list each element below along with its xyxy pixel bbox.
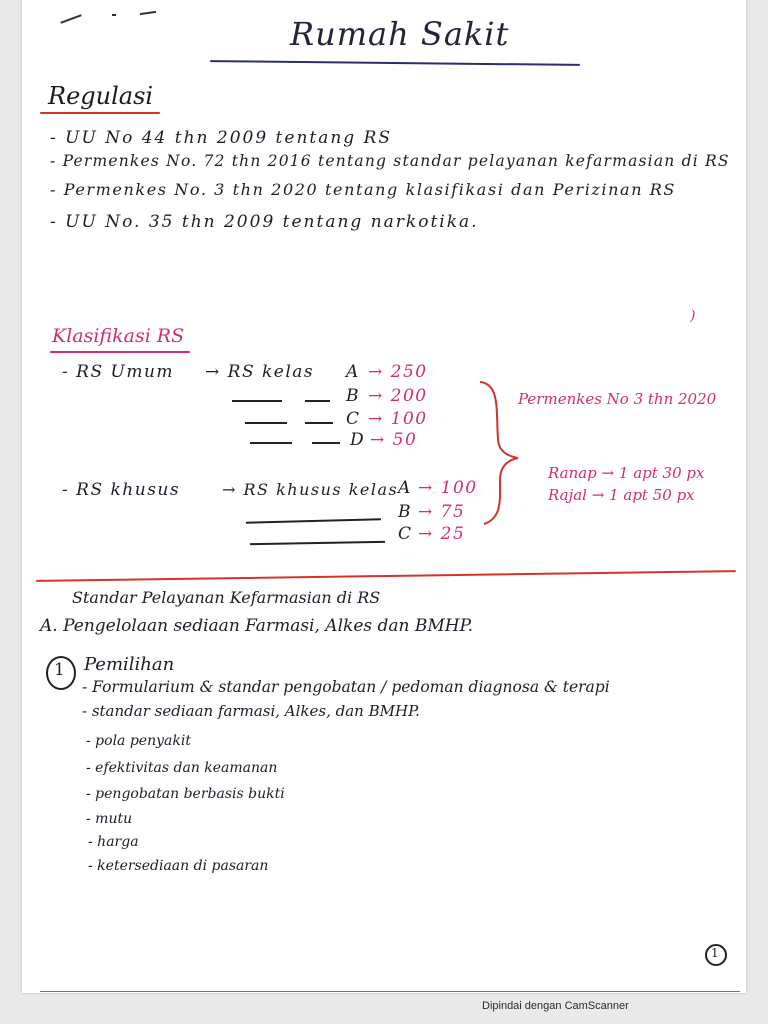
kelas-letter: C — [398, 524, 413, 544]
kelas-letter: C — [346, 409, 361, 429]
ditto-line — [312, 442, 340, 444]
kelas-value: → 100 — [418, 478, 478, 498]
kelas-value: → 75 — [418, 502, 466, 522]
ditto-line — [232, 400, 282, 402]
page-number: 1 — [711, 946, 719, 960]
klasifikasi-underline — [50, 351, 190, 353]
regulasi-item: - UU No 44 thn 2009 tentang RS — [50, 128, 393, 148]
regulasi-heading: Regulasi — [48, 82, 154, 110]
standar-item: - pengobatan berbasis bukti — [86, 786, 285, 802]
rs-umum-prefix: → RS kelas — [205, 362, 315, 382]
section-a: A. Pengelolaan sediaan Farmasi, Alkes dan BMHP. — [40, 616, 473, 636]
kelas-letter: A — [346, 362, 360, 382]
regulasi-underline — [40, 112, 160, 114]
sub-number: 1 — [54, 660, 65, 680]
standar-item: - efektivitas dan keamanan — [86, 760, 278, 776]
standar-item: - standar sediaan farmasi, Alkes, dan BMHP. — [82, 702, 420, 720]
kelas-letter: D — [350, 430, 366, 450]
ditto-line — [250, 442, 292, 444]
pen-mark: ) — [690, 308, 696, 324]
kelas-value: → 200 — [368, 386, 428, 406]
standar-item: - harga — [88, 834, 139, 850]
ditto-line — [305, 400, 330, 402]
kelas-letter: A — [398, 478, 412, 498]
rs-khusus-label: - RS khusus — [62, 480, 181, 500]
regulasi-item: - Permenkes No. 3 thn 2020 tentang klasifikasi dan Perizinan RS — [50, 180, 676, 199]
klasifikasi-heading: Klasifikasi RS — [52, 325, 185, 347]
curly-brace — [478, 380, 522, 528]
standar-heading: Standar Pelayanan Kefarmasian di RS — [72, 588, 381, 607]
standar-item: - mutu — [86, 811, 133, 827]
kelas-value: → 100 — [368, 409, 428, 429]
standar-item: - pola penyakit — [86, 733, 191, 749]
standar-item: - Formularium & standar pengobatan / pedoman diagnosa & terapi — [82, 678, 610, 696]
rs-khusus-prefix: → RS khusus kelas — [222, 480, 399, 499]
kelas-letter: B — [398, 502, 412, 522]
kelas-value: → 250 — [368, 362, 428, 382]
pen-mark — [112, 14, 116, 16]
page-edge-line — [40, 991, 740, 992]
side-note-rajal: Rajal → 1 apt 50 px — [548, 486, 695, 504]
ditto-line — [245, 422, 287, 424]
kelas-value: → 50 — [370, 430, 418, 450]
page-title: Rumah Sakit — [290, 15, 510, 53]
side-note-regulation: Permenkes No 3 thn 2020 — [518, 390, 717, 408]
kelas-letter: B — [346, 386, 360, 406]
side-note-ranap: Ranap → 1 apt 30 px — [548, 464, 705, 482]
standar-item: - ketersediaan di pasaran — [88, 858, 269, 874]
kelas-value: → 25 — [418, 524, 466, 544]
scanner-watermark: Dipindai dengan CamScanner — [482, 1000, 629, 1012]
rs-umum-label: - RS Umum — [62, 362, 175, 382]
ditto-line — [305, 422, 333, 424]
sub-heading: Pemilihan — [84, 654, 175, 675]
regulasi-item: - UU No. 35 thn 2009 tentang narkotika. — [50, 212, 479, 232]
regulasi-item: - Permenkes No. 72 thn 2016 tentang standar pelayanan kefarmasian di RS — [50, 152, 730, 170]
